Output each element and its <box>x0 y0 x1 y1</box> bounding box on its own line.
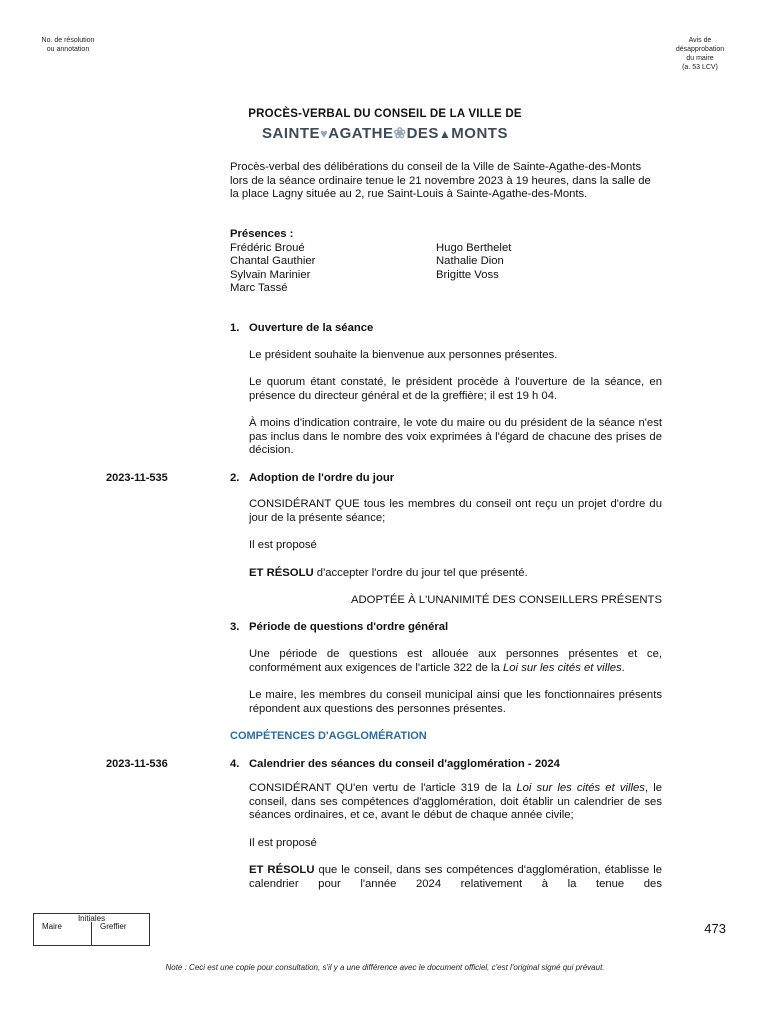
section-number: 1. <box>230 322 240 334</box>
section-4-paragraph: Il est proposé <box>249 837 317 849</box>
page-number: 473 <box>704 921 726 936</box>
resolution-number: 2023-11-535 <box>106 472 168 484</box>
margin-note-line: No. de résolution <box>41 37 95 44</box>
section-1-heading <box>230 322 373 334</box>
member-name: Nathalie Dion <box>436 255 504 268</box>
section-4-heading <box>230 758 560 770</box>
logo-word: DES <box>406 125 439 142</box>
resolved-text: d'accepter l'ordre du jour tel que présenté. <box>313 567 528 579</box>
mountain-icon: ▲ <box>438 127 452 141</box>
member-name: Marc Tassé <box>230 282 288 295</box>
section-3-paragraph <box>249 648 662 675</box>
competences-heading: COMPÉTENCES D'AGGLOMÉRATION <box>230 730 427 742</box>
section-3-paragraph: Le maire, les membres du conseil municipal ainsi que les fonctionnaires présents répondent aux questions des personnes présentes. <box>249 689 662 715</box>
section-1-paragraph: À moins d'indication contraire, le vote du maire ou du président de la séance n'est pas inclus dans le nombre des voix exprimées à l'égard de chacune des prises de décision. <box>249 417 662 457</box>
initials-label: Initiales <box>77 914 106 923</box>
presences-block <box>230 228 662 296</box>
member-name: Hugo Berthelet <box>436 241 512 254</box>
section-2-paragraph: Il est proposé <box>249 539 317 551</box>
section-number: 4. <box>230 758 240 770</box>
section-4-paragraph <box>249 782 662 823</box>
section-2-paragraph: CONSIDÉRANT QUE tous les membres du conseil ont reçu un projet d'ordre du jour de la présente séance; <box>249 498 662 524</box>
sun-icon: ❀ <box>393 125 407 142</box>
footnote: Note : Ceci est une copie pour consultation, s'il y a une différence avec le document officiel, c'est l'original signé qui prévaut. <box>165 963 605 972</box>
logo-word: SAINTE <box>262 125 321 142</box>
member-name: Chantal Gauthier <box>230 255 316 268</box>
section-title: Période de questions d'ordre général <box>249 621 449 633</box>
member-name: Brigitte Voss <box>436 268 499 281</box>
resolved-keyword: ET RÉSOLU <box>249 864 315 876</box>
section-number: 2. <box>230 472 240 484</box>
resolution-number: 2023-11-536 <box>106 758 168 770</box>
law-title: Loi sur les cités et villes <box>502 661 622 674</box>
section-title: Calendrier des séances du conseil d'agglomération - 2024 <box>249 758 560 770</box>
logo-word: AGATHE <box>328 125 394 142</box>
presences-label: Présences : <box>230 228 294 240</box>
law-title: Loi sur les cités et villes <box>516 782 645 794</box>
presences-list <box>230 242 662 296</box>
initials-box <box>33 913 150 946</box>
section-1-paragraph: Le quorum étant constaté, le président procède à l'ouverture de la séance, en présence du directeur général et de la greffière; il est 19 h 04. <box>249 376 662 402</box>
logo-word: MONTS <box>451 125 508 142</box>
document-title: PROCÈS-VERBAL DU CONSEIL DE LA VILLE DE <box>248 108 522 120</box>
resolved-text: que le conseil, dans ses compétences d'agglomération, établisse le calendrier pour l'année 2024 relativement à la tenue des <box>249 864 662 890</box>
initials-row <box>34 922 149 946</box>
resolved-keyword: ET RÉSOLU <box>249 567 314 579</box>
presences-right-column <box>436 242 642 296</box>
text-run: , le conseil, dans ses compétences d'agglomération, doit établir un calendrier de ses séances ordinaires, et ce, avant le début de chaque année civile; <box>249 782 662 822</box>
margin-note-disapproval <box>664 36 736 72</box>
margin-note-line: ou annotation <box>46 46 90 53</box>
member-name: Sylvain Marinier <box>230 268 311 281</box>
margin-note-line: (a. 53 LCV) <box>682 64 718 71</box>
section-number: 3. <box>230 621 240 633</box>
section-2-resolution <box>249 567 662 581</box>
margin-note-line: désapprobation <box>675 46 725 53</box>
section-3-heading <box>230 621 448 633</box>
margin-note-line: Avis de <box>688 37 712 44</box>
section-1-paragraph: Le président souhaite la bienvenue aux personnes présentes. <box>249 349 558 361</box>
section-2-heading <box>230 472 394 484</box>
presences-left-column <box>230 242 436 296</box>
heart-icon: ♥ <box>320 126 329 141</box>
section-4-resolution <box>249 864 662 891</box>
initials-maire: Maire <box>42 922 63 931</box>
city-logo <box>0 124 770 142</box>
member-name: Frédéric Broué <box>230 241 305 254</box>
margin-note-resolution <box>30 36 106 54</box>
text-run: . <box>621 661 625 674</box>
intro-paragraph: Procès-verbal des délibérations du conseil de la Ville de Sainte-Agathe-des-Monts lors de la séance ordinaire tenue le 21 novembre 2023 à 19 heures, dans la salle de la place Lagny située au 2, rue Saint-Louis à Sainte-Agathe-des-Monts. <box>230 161 651 201</box>
initials-greffier: Greffier <box>91 922 149 946</box>
section-title: Adoption de l'ordre du jour <box>249 472 395 484</box>
margin-note-line: du maire <box>686 55 714 62</box>
section-title: Ouverture de la séance <box>249 322 374 334</box>
adoption-statement: ADOPTÉE À L'UNANIMITÉ DES CONSEILLERS PRÉSENTS <box>350 594 662 606</box>
text-run: Une période de questions est allouée aux personnes présentes et ce, conformément aux exigences de l'article 322 de la <box>249 648 662 674</box>
text-run: CONSIDÉRANT QU'en vertu de l'article 319 de la <box>249 782 517 794</box>
